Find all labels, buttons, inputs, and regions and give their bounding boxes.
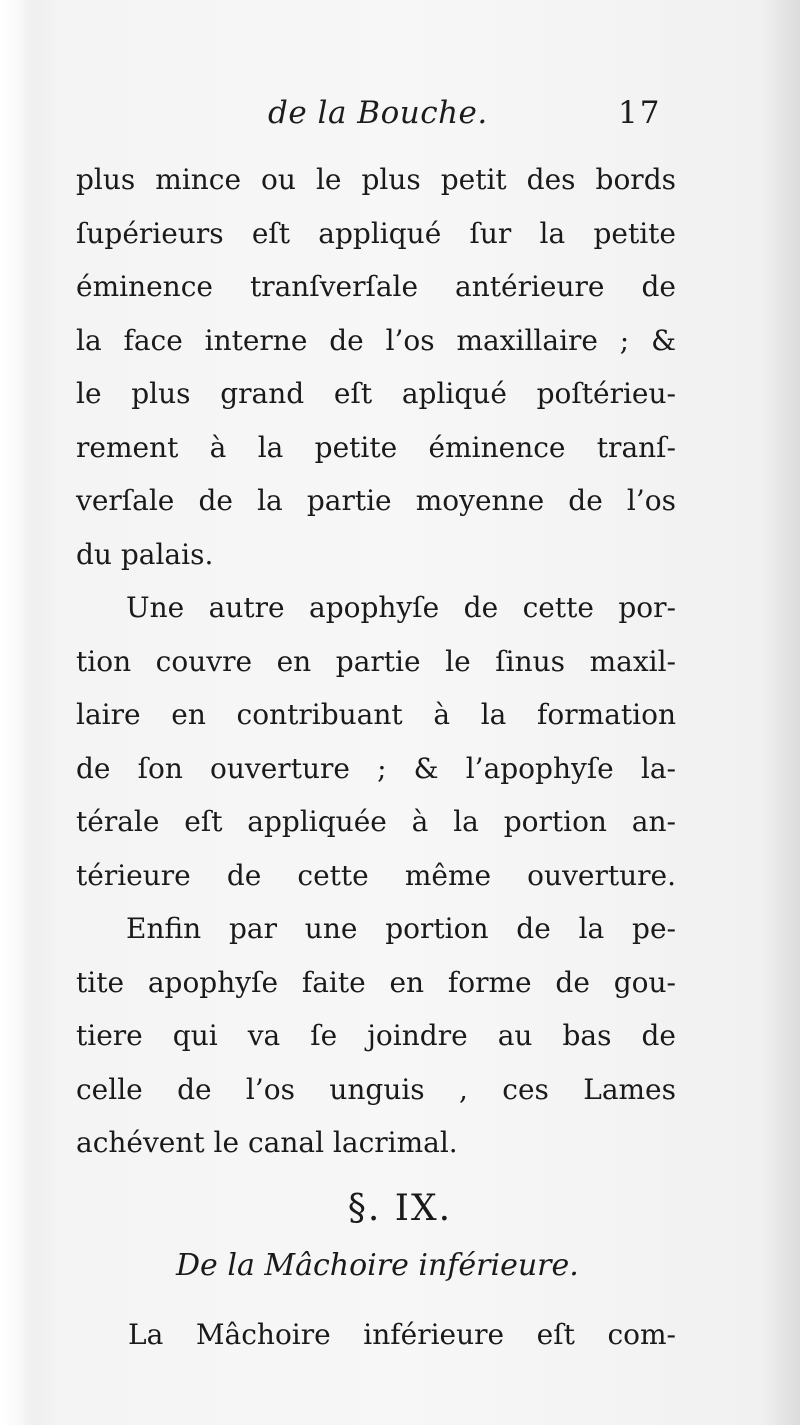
text-line: rement à la petite éminence tranſ- — [76, 430, 676, 464]
text-line: tiere qui va ſe joindre au bas de — [76, 1019, 676, 1052]
text-line: La Mâchoire inférieure eſt com- — [128, 1318, 676, 1351]
running-title: de la Bouche. — [268, 95, 488, 131]
text-line: Enfin par une portion de la pe- — [126, 912, 676, 945]
section-title: De la Mâchoire inférieure. — [176, 1248, 579, 1283]
text-line: verſale de la partie moyenne de l’os — [76, 484, 676, 517]
text-line: le plus grand eſt apliqué poſtérieu- — [76, 377, 676, 410]
page-header — [0, 95, 800, 145]
text-line: térale eſt appliquée à la portion an- — [76, 805, 676, 838]
text-line: la face interne de l’os maxillaire ; & — [76, 323, 676, 357]
text-line: plus mince ou le plus petit des bords — [76, 163, 676, 196]
text-line: de ſon ouverture ; & l’apophyſe la- — [76, 751, 676, 785]
text-line: achévent le canal lacrimal. — [76, 1126, 458, 1159]
text-line: Une autre apophyſe de cette por- — [126, 591, 676, 624]
text-line: celle de l’os unguis , ces Lames — [76, 1072, 676, 1106]
body-text — [76, 153, 676, 1170]
text-line: tite apophyſe faite en forme de gou- — [76, 965, 676, 999]
text-line: tion couvre en partie le ſinus maxil- — [76, 644, 676, 678]
paragraph-3 — [76, 902, 676, 1170]
text-line: du palais. — [76, 537, 214, 571]
paragraph-2 — [76, 581, 676, 902]
section-number: §. IX. — [347, 1188, 453, 1229]
text-line: térieure de cette même ouverture. — [76, 858, 676, 892]
text-line: laire en contribuant à la formation — [76, 698, 676, 731]
page-number: 17 — [618, 95, 662, 131]
text-line: ſupérieurs eſt appliqué ſur la petite — [76, 216, 676, 250]
text-line: éminence tranſverſale antérieure de — [76, 270, 676, 303]
paragraph-1 — [76, 153, 676, 581]
